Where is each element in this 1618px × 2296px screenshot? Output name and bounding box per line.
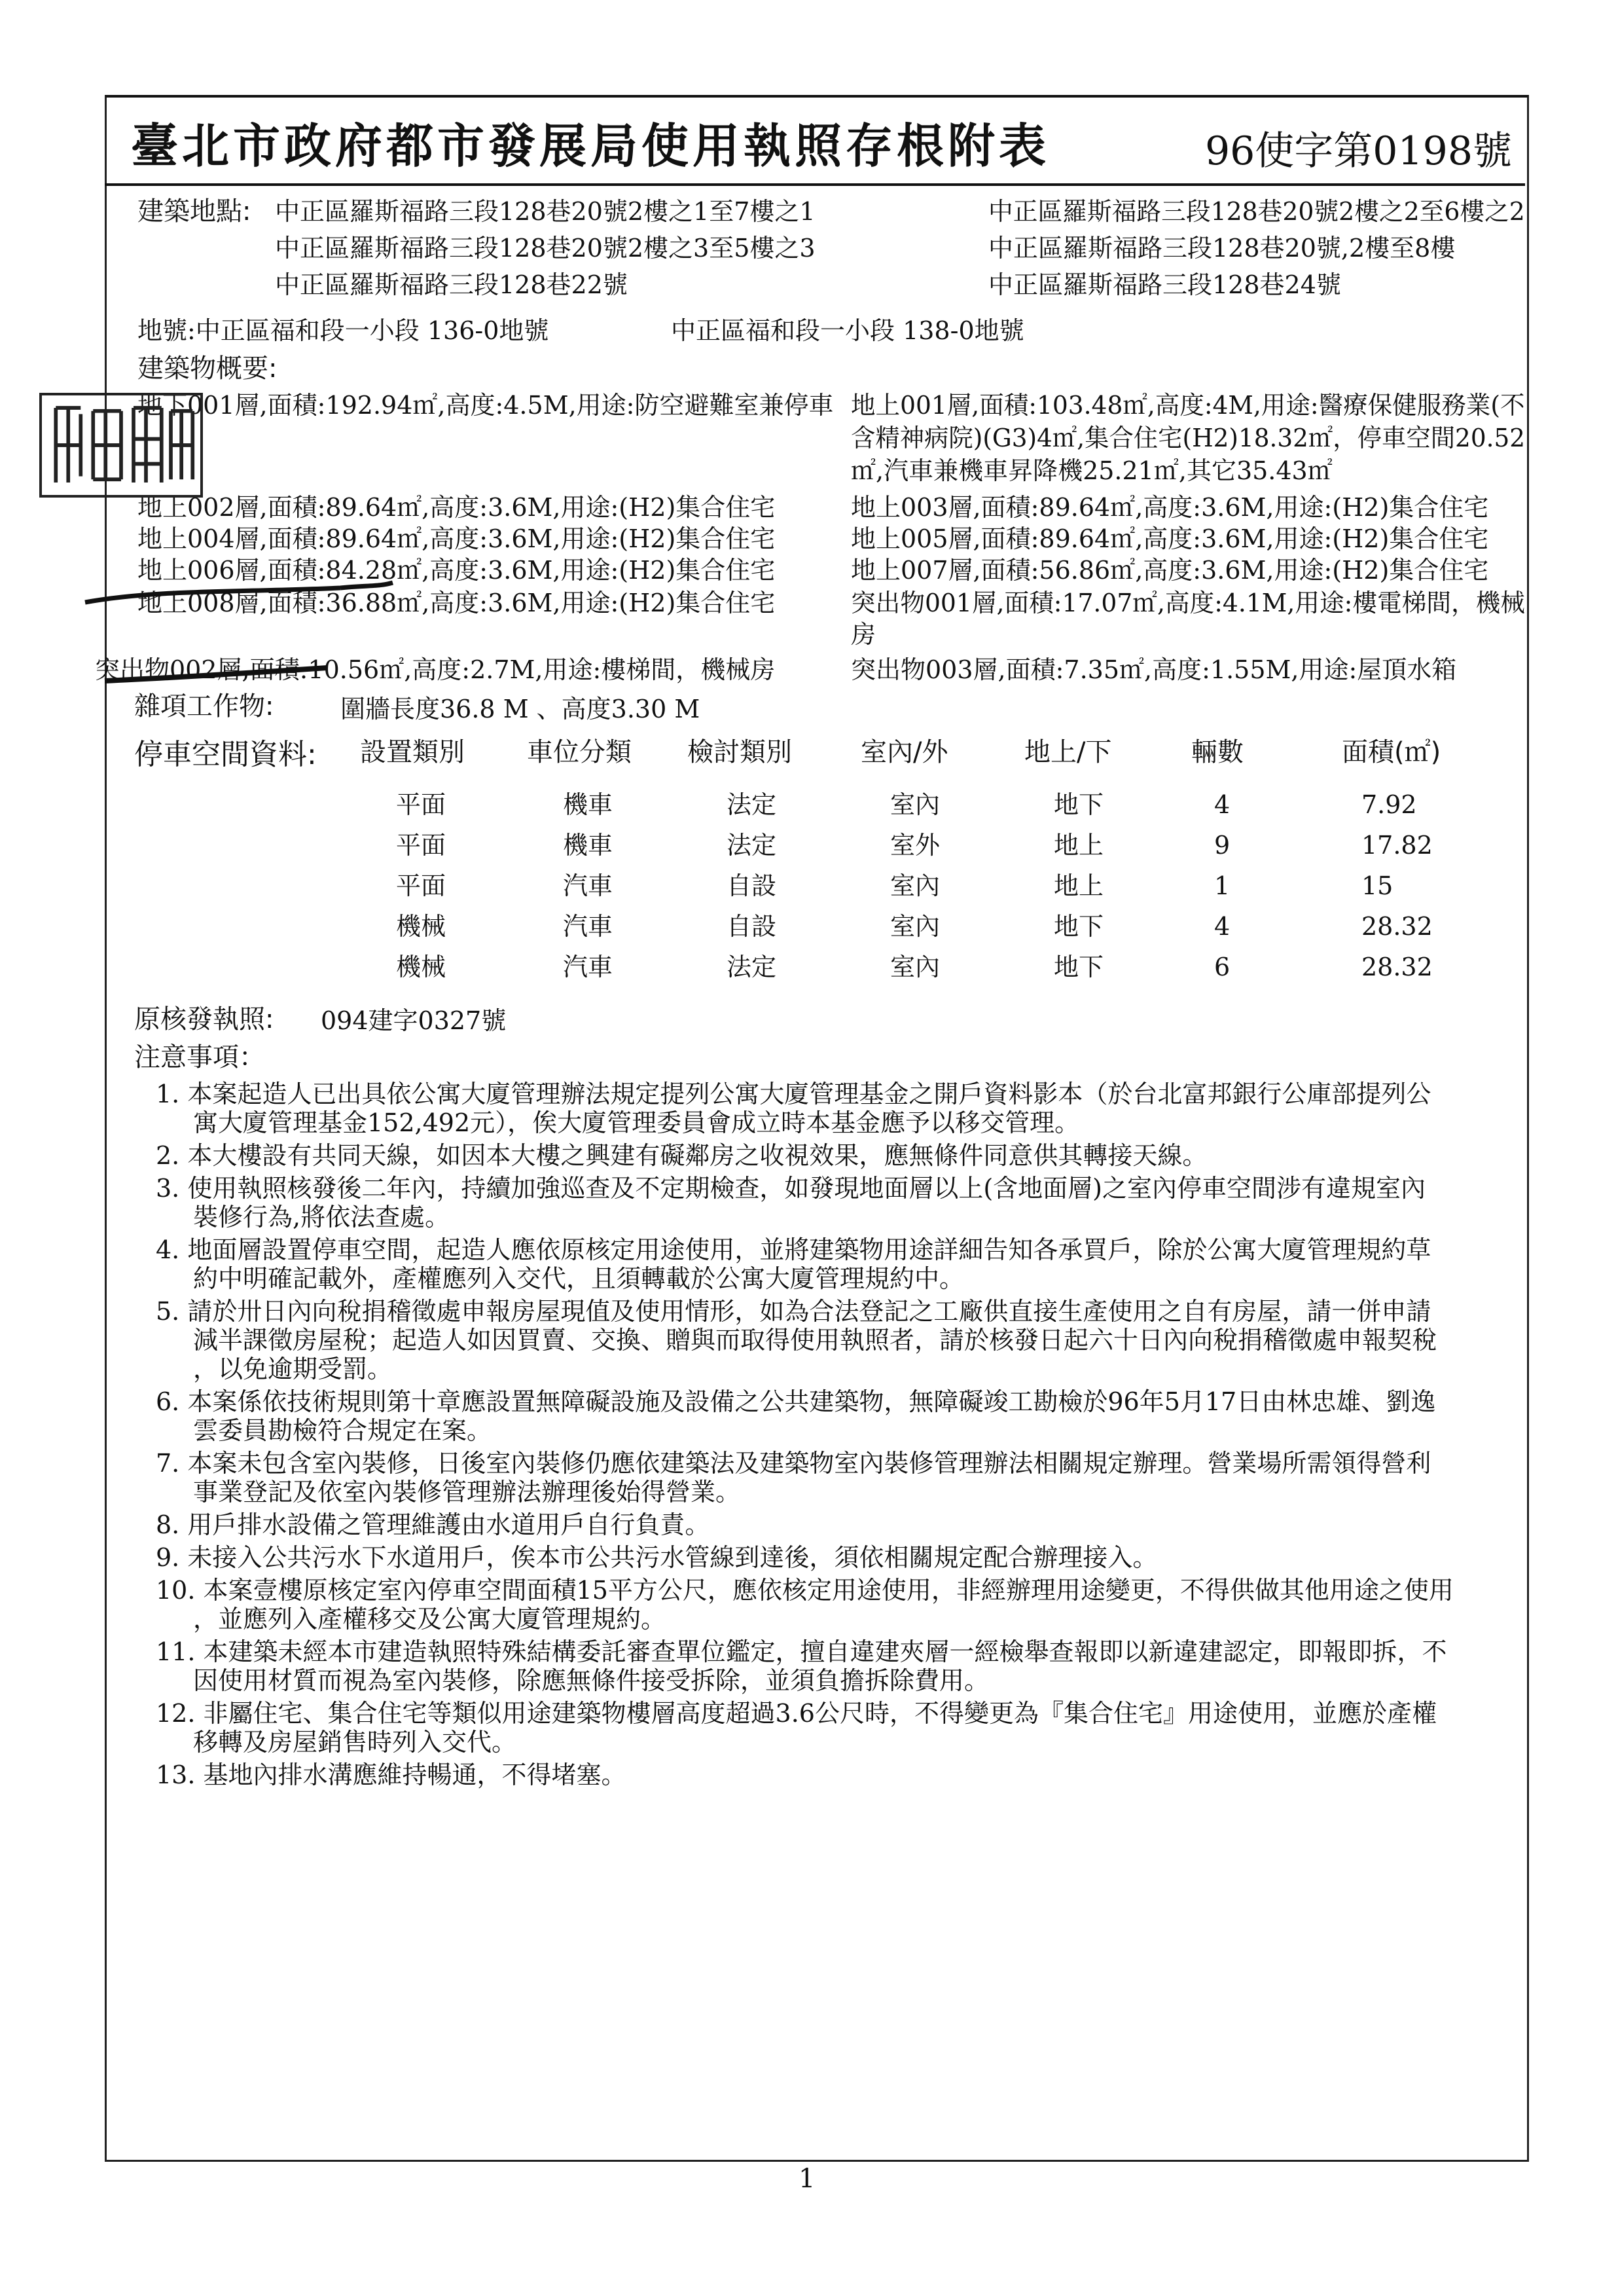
parking-cell: 機械 <box>396 912 446 941</box>
note-line: 寓大廈管理基金152,492元），俟大廈管理委員會成立時本基金應予以移交管理。 <box>193 1108 1080 1137</box>
parking-cell: 法定 <box>727 790 777 819</box>
parking-cell: 汽車 <box>563 953 613 981</box>
address-left-3: 中正區羅斯福路三段128巷22號 <box>275 270 628 299</box>
note-line: 8. 用戶排水設備之管理維護由水道用戶自行負責。 <box>156 1510 710 1539</box>
overview-left-3: 地上004層,面積:89.64㎡,高度:3.6M,用途:(H2)集合住宅 <box>137 524 776 553</box>
parking-cell: 7.92 <box>1361 790 1417 819</box>
overview-right-5: 地上005層,面積:89.64㎡,高度:3.6M,用途:(H2)集合住宅 <box>851 524 1489 553</box>
note-line: 因使用材質而視為室內裝修，除應無條件接受拆除，並須負擔拆除費用。 <box>193 1666 990 1695</box>
overview-right-8: 房 <box>851 620 876 649</box>
parking-cell: 4 <box>1214 912 1231 941</box>
parking-cell: 法定 <box>727 953 777 981</box>
parking-cell: 地下 <box>1054 790 1104 819</box>
parking-header-review: 檢討類別 <box>687 737 792 767</box>
note-line: 2. 本大樓設有共同天線，如因本大樓之興建有礙鄰房之收視效果，應無條件同意供其轉接天線。 <box>156 1141 1208 1170</box>
note-line: ，並應列入產權移交及公寓大廈管理規約。 <box>193 1605 666 1633</box>
scribble-mark <box>79 563 445 707</box>
overview-left-5: 地上008層,面積:36.88㎡,高度:3.6M,用途:(H2)集合住宅 <box>137 589 776 617</box>
misc-works-label: 雜項工作物: <box>134 691 274 721</box>
note-line: 7. 本案未包含室內裝修，日後室內裝修仍應依建築法及建築物室內裝修管理辦法相關規定辦理。營業場所需領得營利 <box>156 1449 1431 1478</box>
overview-right-1: 地上001層,面積:103.48㎡,高度:4M,用途:醫療保健服務業(不 <box>851 391 1525 420</box>
note-line: 約中明確記載外，產權應列入交代，且須轉載於公寓大廈管理規約中。 <box>193 1264 965 1293</box>
note-line: 裝修行為,將依法查處。 <box>193 1203 450 1231</box>
original-permit-value: 094建字0327號 <box>321 1006 507 1035</box>
note-line: 4. 地面層設置停車空間，起造人應依原核定用途使用，並將建築物用途詳細告知各承買戶，除於公寓大廈管理規約草 <box>156 1235 1431 1264</box>
parking-cell: 地上 <box>1054 831 1104 860</box>
parking-cell: 28.32 <box>1361 953 1433 981</box>
note-line: 9. 未接入公共污水下水道用戶，俟本市公共污水管線到達後，須依相關規定配合辦理接入。 <box>156 1543 1158 1572</box>
parking-cell: 1 <box>1214 871 1231 900</box>
overview-label: 建築物概要: <box>137 354 278 384</box>
misc-works-value: 圍牆長度36.8 M 、高度3.30 M <box>340 695 700 723</box>
address-left-2: 中正區羅斯福路三段128巷20號2樓之3至5樓之3 <box>275 234 816 263</box>
overview-right-3: ㎡,汽車兼機車昇降機25.21㎡,其它35.43㎡ <box>851 456 1333 485</box>
parking-header-indoor: 室內/外 <box>861 737 948 767</box>
overview-right-9: 突出物003層,面積:7.35㎡,高度:1.55M,用途:屋頂水箱 <box>851 655 1457 684</box>
note-line: 事業登記及依室內裝修管理辦法辦理後始得營業。 <box>193 1478 741 1506</box>
note-line: 6. 本案係依技術規則第十章應設置無障礙設施及設備之公共建築物，無障礙竣工勘檢於96年5月17日由林忠雄、劉逸 <box>156 1387 1436 1416</box>
note-line: 5. 請於卅日內向稅捐稽徵處申報房屋現值及使用情形，如為合法登記之工廠供直接生產使用之自有房屋，請一併申請 <box>156 1297 1431 1326</box>
overview-right-6: 地上007層,面積:56.86㎡,高度:3.6M,用途:(H2)集合住宅 <box>851 556 1489 585</box>
lot-number-left: 地號:中正區福和段一小段 136-0地號 <box>137 316 549 345</box>
parking-header-level: 地上/下 <box>1024 737 1112 767</box>
note-line: 12. 非屬住宅、集合住宅等類似用途建築物樓層高度超過3.6公尺時，不得變更為『集合住宅』用途使用，並應於產權 <box>156 1699 1437 1728</box>
title-bar <box>105 95 1525 186</box>
overview-left-6: 突出物002層,面積:10.56㎡,高度:2.7M,用途:樓梯間，機械房 <box>95 655 776 684</box>
parking-header-type: 設置類別 <box>360 737 465 767</box>
parking-cell: 汽車 <box>563 912 613 941</box>
parking-header-area: 面積(㎡) <box>1342 737 1441 767</box>
parking-cell: 機車 <box>563 831 613 860</box>
parking-cell: 室內 <box>890 953 941 981</box>
address-right-3: 中正區羅斯福路三段128巷24號 <box>988 270 1341 299</box>
overview-left-1: 地下001層,面積:192.94㎡,高度:4.5M,用途:防空避難室兼停車 <box>137 391 834 420</box>
parking-cell: 地上 <box>1054 871 1104 900</box>
note-line: 雲委員勘檢符合規定在案。 <box>193 1416 492 1445</box>
note-line: 13. 基地內排水溝應維持暢通，不得堵塞。 <box>156 1760 626 1789</box>
address-left-1: 中正區羅斯福路三段128巷20號2樓之1至7樓之1 <box>275 197 816 226</box>
official-seal <box>39 393 203 498</box>
parking-header-vehicle: 車位分類 <box>527 737 632 767</box>
parking-cell: 28.32 <box>1361 912 1433 941</box>
parking-cell: 6 <box>1214 953 1231 981</box>
page-number: 1 <box>799 2164 816 2194</box>
note-line: 3. 使用執照核發後二年內，持續加強巡查及不定期檢查，如發現地面層以上(含地面層)之室內停車空間涉有違規室內 <box>156 1174 1426 1203</box>
parking-cell: 自設 <box>727 912 777 941</box>
address-label: 建築地點: <box>137 196 251 227</box>
parking-cell: 4 <box>1214 790 1231 819</box>
parking-cell: 法定 <box>727 831 777 860</box>
seal-icon <box>42 395 200 495</box>
parking-cell: 室內 <box>890 871 941 900</box>
parking-cell: 地下 <box>1054 912 1104 941</box>
parking-cell: 室內 <box>890 790 941 819</box>
parking-cell: 平面 <box>396 871 446 900</box>
overview-right-2: 含精神病院)(G3)4㎡,集合住宅(H2)18.32㎡，停車空間20.52 <box>851 424 1525 452</box>
parking-label: 停車空間資料: <box>134 738 317 771</box>
parking-cell: 地下 <box>1054 953 1104 981</box>
parking-cell: 室內 <box>890 912 941 941</box>
lot-number-right: 中正區福和段一小段 138-0地號 <box>671 316 1024 345</box>
parking-cell: 17.82 <box>1361 831 1433 860</box>
parking-cell: 機械 <box>396 953 446 981</box>
note-line: 減半課徵房屋稅；起造人如因買賣、交換、贈與而取得使用執照者，請於核發日起六十日內向稅捐稽徵處申報契稅 <box>193 1326 1437 1355</box>
parking-cell: 機車 <box>563 790 613 819</box>
parking-cell: 15 <box>1361 871 1393 900</box>
document-title: 臺北市政府都市發展局使用執照存根附表 <box>131 118 1051 173</box>
original-permit-label: 原核發執照: <box>134 1004 274 1034</box>
parking-header-count: 輛數 <box>1191 737 1244 767</box>
note-line: 1. 本案起造人已出具依公寓大廈管理辦法規定提列公寓大廈管理基金之開戶資料影本（於台北富邦銀行公庫部提列公 <box>156 1080 1431 1108</box>
parking-cell: 9 <box>1214 831 1231 860</box>
parking-cell: 自設 <box>727 871 777 900</box>
parking-cell: 汽車 <box>563 871 613 900</box>
note-line: 11. 本建築未經本市建造執照特殊結構委託審查單位鑑定，擅自違建夾層一經檢舉查報即以新違建認定，即報即拆，不 <box>156 1637 1447 1666</box>
parking-cell: 平面 <box>396 831 446 860</box>
note-line: 10. 本案壹樓原核定室內停車空間面積15平方公尺，應依核定用途使用，非經辦理用途變更，不得供做其他用途之使用 <box>156 1576 1454 1605</box>
address-right-1: 中正區羅斯福路三段128巷20號2樓之2至6樓之2 <box>988 197 1525 226</box>
permit-number: 96使字第0198號 <box>1204 128 1512 174</box>
notes-label: 注意事項： <box>134 1042 265 1072</box>
overview-left-4: 地上006層,面積:84.28㎡,高度:3.6M,用途:(H2)集合住宅 <box>137 556 776 585</box>
note-line: 移轉及房屋銷售時列入交代。 <box>193 1728 517 1757</box>
overview-left-2: 地上002層,面積:89.64㎡,高度:3.6M,用途:(H2)集合住宅 <box>137 493 776 522</box>
overview-right-4: 地上003層,面積:89.64㎡,高度:3.6M,用途:(H2)集合住宅 <box>851 493 1489 522</box>
address-right-2: 中正區羅斯福路三段128巷20號,2樓至8樓 <box>988 234 1456 263</box>
parking-cell: 平面 <box>396 790 446 819</box>
parking-cell: 室外 <box>890 831 941 860</box>
overview-right-7: 突出物001層,面積:17.07㎡,高度:4.1M,用途:樓電梯間，機械 <box>851 589 1525 617</box>
note-line: ，以免逾期受罰。 <box>193 1355 393 1383</box>
